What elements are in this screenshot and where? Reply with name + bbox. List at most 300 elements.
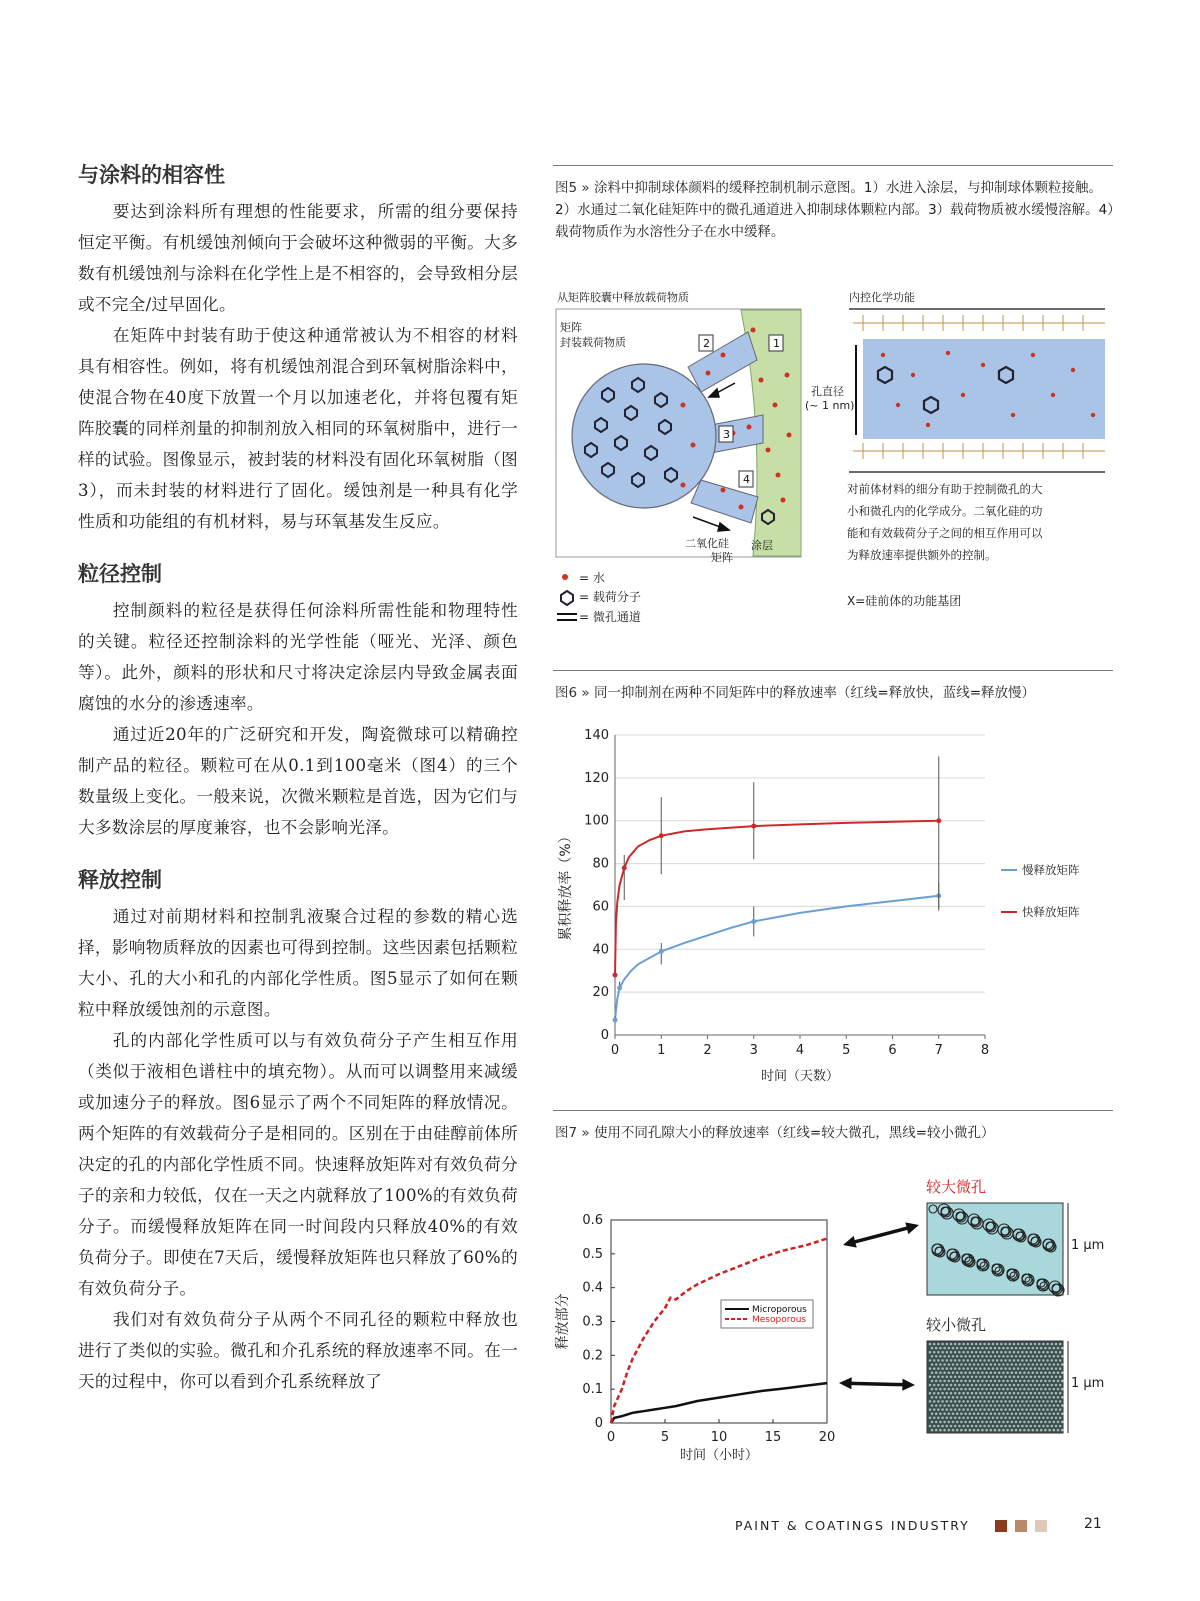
pore-dot	[990, 1388, 993, 1391]
pore-dot	[962, 1384, 965, 1387]
pore-dot	[994, 1396, 997, 1399]
pore-dot	[988, 1376, 991, 1379]
figure6-caption	[555, 682, 1115, 704]
pore-dot	[1061, 1388, 1064, 1391]
pore-dot	[1025, 1376, 1028, 1379]
pore-dot	[998, 1404, 1001, 1407]
pore-dot	[983, 1392, 986, 1395]
pore-dot	[1011, 1429, 1014, 1432]
pore-dot	[1021, 1392, 1024, 1395]
pore-dot	[979, 1417, 982, 1420]
pore-dot	[952, 1421, 955, 1424]
pore-dot	[1057, 1404, 1060, 1407]
pore-dot	[969, 1380, 972, 1383]
pore-dot	[992, 1425, 995, 1428]
pore-dot	[1000, 1376, 1003, 1379]
pore-dot	[964, 1421, 967, 1424]
pore-dot	[1053, 1404, 1056, 1407]
pore-dot	[1009, 1343, 1012, 1346]
pore-dot	[996, 1359, 999, 1362]
pore-dot	[964, 1412, 967, 1415]
pore-dot	[1044, 1347, 1047, 1350]
pore-dot	[1046, 1408, 1049, 1411]
pore-dot	[1025, 1367, 1028, 1370]
pore-dot	[1021, 1376, 1024, 1379]
pore-dot	[954, 1417, 957, 1420]
pore-dot	[967, 1425, 970, 1428]
pore-dot	[1036, 1404, 1039, 1407]
pore-dot	[1030, 1367, 1033, 1370]
pore-dot	[956, 1363, 959, 1366]
pore-dot	[994, 1388, 997, 1391]
pore-dot	[983, 1408, 986, 1411]
pore-dot	[996, 1343, 999, 1346]
pore-dot	[996, 1417, 999, 1420]
pore-dot	[935, 1404, 938, 1407]
pore-dot	[935, 1388, 938, 1391]
pore-dot	[1032, 1388, 1035, 1391]
pore-dot	[1040, 1404, 1043, 1407]
pore-dot	[983, 1343, 986, 1346]
y-tick-label: 100	[584, 813, 609, 829]
pore-dot	[998, 1412, 1001, 1415]
pore-dot	[950, 1367, 953, 1370]
pore-dot	[1038, 1408, 1041, 1411]
pore-dot	[998, 1421, 1001, 1424]
pore-dot	[1027, 1412, 1030, 1415]
pore-dot	[1055, 1400, 1058, 1403]
x-tick-label: 15	[764, 1430, 782, 1445]
pore-dot	[1004, 1343, 1007, 1346]
pore-dot	[988, 1367, 991, 1370]
pore-dot	[985, 1404, 988, 1407]
pore-dot	[954, 1359, 957, 1362]
pore-dot	[1013, 1408, 1016, 1411]
pore-dot	[943, 1363, 946, 1366]
pore-dot	[1000, 1392, 1003, 1395]
pore-dot	[1038, 1351, 1041, 1354]
pore-dot	[952, 1388, 955, 1391]
pore-dot	[931, 1388, 934, 1391]
x-tick-label: 1	[657, 1043, 666, 1058]
pore-dot	[941, 1359, 944, 1362]
legend-channel: = 微孔通道	[579, 610, 641, 624]
pore-dot	[931, 1396, 934, 1399]
pore-dot	[971, 1425, 974, 1428]
pore-dot	[960, 1388, 963, 1391]
pore-dot	[994, 1347, 997, 1350]
pore-dot	[964, 1396, 967, 1399]
figure5-label: 图5 »	[555, 180, 590, 196]
pore-dot	[1019, 1421, 1022, 1424]
pore-dot	[1057, 1355, 1060, 1358]
pore-dot	[975, 1392, 978, 1395]
pore-dot	[994, 1355, 997, 1358]
pore-dot	[1011, 1404, 1014, 1407]
x-tick-label: 0	[606, 1430, 616, 1445]
pore-dot	[941, 1417, 944, 1420]
pore-dot	[941, 1425, 944, 1428]
pore-dot	[946, 1351, 949, 1354]
pore-dot	[1011, 1363, 1014, 1366]
pore-dot	[941, 1408, 944, 1411]
pore-dot	[1015, 1380, 1018, 1383]
pore-dot	[981, 1429, 984, 1432]
pore-dot	[1019, 1347, 1022, 1350]
pore-dot	[952, 1355, 955, 1358]
pore-dot	[954, 1392, 957, 1395]
pore-dot	[1002, 1363, 1005, 1366]
y-tick-label: 120	[584, 770, 609, 786]
fig5-right-text-3: 能和有效载荷分子之间的相互作用可以	[847, 526, 1043, 540]
pore-dot	[973, 1363, 976, 1366]
pore-dot	[973, 1380, 976, 1383]
pore-dot	[933, 1351, 936, 1354]
y-tick-label: 0.1	[582, 1382, 603, 1398]
pore-dot	[973, 1396, 976, 1399]
pore-dot	[1030, 1400, 1033, 1403]
pore-dot	[1059, 1408, 1062, 1411]
pore-dot	[962, 1392, 965, 1395]
pore-dot	[1019, 1388, 1022, 1391]
pore-dot	[1034, 1408, 1037, 1411]
data-point	[751, 919, 756, 924]
pore-dot	[1013, 1367, 1016, 1370]
pore-dot	[998, 1380, 1001, 1383]
pore-dot	[1030, 1425, 1033, 1428]
pore-dot	[933, 1400, 936, 1403]
pore-dot	[1036, 1396, 1039, 1399]
pore-dot	[1046, 1343, 1049, 1346]
pore-dot	[1004, 1359, 1007, 1362]
pore-dot	[950, 1359, 953, 1362]
pore-dot	[977, 1355, 980, 1358]
pore-dot	[929, 1384, 932, 1387]
silica-label: 二氧化硅	[685, 537, 729, 550]
pore-dot	[1042, 1351, 1045, 1354]
y-tick-label: 20	[592, 985, 609, 1001]
pore-dot	[956, 1396, 959, 1399]
paragraph: 在矩阵中封装有助于使这种通常被认为不相容的材料具有相容性。例如，将有机缓蚀剂混合到环氧树脂涂料中，使混合物在40度下放置一个月以加速老化，并将包覆有矩阵胶囊的同样剂量的抑制剂放入相同的环氧树脂中，进行一样的试验。图像显示，被封装的材料没有固化环氧树脂（图3），而未封装的材料进行了固化。缓蚀剂是一种具有化学性质和功能组的有机材料，易与环氧基发生反应。	[78, 326, 518, 531]
pore-dot	[941, 1343, 944, 1346]
y-tick-label: 0.3	[582, 1314, 603, 1330]
pore-dot	[1057, 1371, 1060, 1374]
pore-dot	[960, 1404, 963, 1407]
pore-dot	[1017, 1417, 1020, 1420]
pore-dot	[952, 1347, 955, 1350]
pore-dot	[1025, 1392, 1028, 1395]
pore-dot	[979, 1392, 982, 1395]
figure5-caption-text: 涂料中抑制球体颜料的缓释控制机制示意图。1）水进入涂层，与抑制球体颗粒接触。2）水通过二氧化硅矩阵中的微孔通道进入抑制球体颗粒内部。3）载荷物质被水缓慢溶解。4）载荷物质作为水溶性分子在水中缓释。	[555, 180, 1115, 240]
pore-dot	[962, 1376, 965, 1379]
pore-dot	[1030, 1343, 1033, 1346]
pore-dot	[975, 1408, 978, 1411]
pore-dot	[929, 1400, 932, 1403]
pore-dot	[1004, 1425, 1007, 1428]
pore-dot	[929, 1351, 932, 1354]
pore-diameter-label: 孔直径	[811, 385, 844, 398]
pore-dot	[1051, 1359, 1054, 1362]
pore-dot	[981, 1363, 984, 1366]
fig5-right-text-4: 为释放速率提供额外的控制。	[847, 548, 997, 562]
pore-dot	[1027, 1355, 1030, 1358]
data-point	[659, 949, 664, 954]
pore-dot	[998, 1371, 1001, 1374]
scale-label: 1 μm	[1071, 1376, 1105, 1391]
pore-dot	[1061, 1412, 1064, 1415]
x-axis-label: 时间（天数）	[760, 1069, 840, 1084]
pore-dot	[964, 1371, 967, 1374]
pore-dot	[958, 1408, 961, 1411]
pore-dot	[1013, 1351, 1016, 1354]
pore-dot	[958, 1425, 961, 1428]
pore-dot	[1046, 1376, 1049, 1379]
pore-dot	[1002, 1421, 1005, 1424]
pore-dot	[939, 1429, 942, 1432]
pore-dot	[958, 1384, 961, 1387]
pore-dot	[981, 1412, 984, 1415]
paragraph: 通过近20年的广泛研究和开发，陶瓷微球可以精确控制产品的粒径。颗粒可在从0.1到100毫米（图4）的三个数量级上变化。一般来说，次微米颗粒是首选，因为它们与大多数涂层的厚度兼容，也不会影响光泽。	[78, 725, 518, 837]
pore-dot	[931, 1371, 934, 1374]
pore-dot	[935, 1371, 938, 1374]
pore-dot	[1046, 1351, 1049, 1354]
pore-dot	[935, 1347, 938, 1350]
pore-dot	[943, 1347, 946, 1350]
pore-dot	[1042, 1417, 1045, 1420]
pore-dot	[1046, 1384, 1049, 1387]
pore-dot	[943, 1404, 946, 1407]
pore-dot	[946, 1367, 949, 1370]
data-point	[617, 985, 622, 990]
pore-dot	[1051, 1400, 1054, 1403]
pore-dot	[967, 1408, 970, 1411]
pore-dot	[1017, 1359, 1020, 1362]
pore-dot	[960, 1421, 963, 1424]
pore-dot	[979, 1367, 982, 1370]
data-point	[613, 973, 618, 978]
pore-dot	[929, 1359, 932, 1362]
pore-dot	[1061, 1396, 1064, 1399]
pore-dot	[937, 1343, 940, 1346]
pore-dot	[1044, 1396, 1047, 1399]
pore-dot	[1011, 1347, 1014, 1350]
pore-dot	[1034, 1359, 1037, 1362]
pore-dot	[967, 1400, 970, 1403]
pore-dot	[1044, 1355, 1047, 1358]
pore-dot	[979, 1359, 982, 1362]
pore-dot	[1046, 1359, 1049, 1362]
pore-dot	[1044, 1421, 1047, 1424]
pore-dot	[1048, 1355, 1051, 1358]
pore-dot	[979, 1384, 982, 1387]
pore-dot	[948, 1421, 951, 1424]
pore-dot	[1009, 1351, 1012, 1354]
double-arrow	[851, 1383, 903, 1384]
pore-dot	[950, 1408, 953, 1411]
pore-dot	[931, 1412, 934, 1415]
pore-dot	[975, 1425, 978, 1428]
pore-dot	[954, 1351, 957, 1354]
pore-dot	[1053, 1355, 1056, 1358]
pore-dot	[1055, 1417, 1058, 1420]
x-tick-label: 10	[710, 1430, 728, 1445]
pore-dot	[935, 1412, 938, 1415]
pore-dot	[973, 1388, 976, 1391]
pore-dot	[971, 1367, 974, 1370]
pore-dot	[1004, 1392, 1007, 1395]
pore-dot	[1002, 1429, 1005, 1432]
legend-label: 慢释放矩阵	[1022, 863, 1080, 877]
pore-dot	[939, 1412, 942, 1415]
arrow-head	[902, 1379, 915, 1391]
pore-dot	[1021, 1425, 1024, 1428]
pore-dot	[977, 1404, 980, 1407]
x-tick-label: 5	[660, 1430, 670, 1445]
pore-dot	[1023, 1371, 1026, 1374]
pore-dot	[996, 1351, 999, 1354]
figure-rule	[553, 165, 1113, 166]
pore-dot	[1036, 1388, 1039, 1391]
pore-dot	[1000, 1359, 1003, 1362]
y-tick-label: 0.6	[582, 1213, 603, 1228]
pore-dot	[1055, 1343, 1058, 1346]
pore-dot	[1059, 1425, 1062, 1428]
pore-dot	[1019, 1396, 1022, 1399]
pore-dot	[1006, 1404, 1009, 1407]
pore-dot	[1000, 1400, 1003, 1403]
arrow-head	[843, 1236, 857, 1248]
pore-dot	[977, 1421, 980, 1424]
pore-dot	[1032, 1380, 1035, 1383]
pore-dot	[1061, 1421, 1064, 1424]
pore-dot	[1006, 1421, 1009, 1424]
pore-dot	[973, 1429, 976, 1432]
paragraph: 我们对有效负荷分子从两个不同孔径的颗粒中释放也进行了类似的实验。微孔和介孔系统的释放速率不同。在一天的过程中，你可以看到介孔系统释放了	[78, 1310, 518, 1391]
pore-dot	[988, 1425, 991, 1428]
silica-wall-top	[853, 315, 1105, 331]
pore-dot	[994, 1421, 997, 1424]
pore-dot	[1048, 1380, 1051, 1383]
pore-dot	[1034, 1417, 1037, 1420]
pore-dot	[948, 1404, 951, 1407]
pore-dot	[937, 1425, 940, 1428]
figure6-label: 图6 »	[555, 685, 590, 701]
pore-dot	[1006, 1412, 1009, 1415]
pore-dot	[1038, 1400, 1041, 1403]
pore-dot	[1059, 1343, 1062, 1346]
pore-dot	[950, 1384, 953, 1387]
pore-dot	[962, 1408, 965, 1411]
pore-dot	[950, 1376, 953, 1379]
silica-wall-bottom	[853, 443, 1105, 459]
pore-dot	[981, 1388, 984, 1391]
pore-dot	[1030, 1384, 1033, 1387]
pore-dot	[994, 1380, 997, 1383]
pore-dot	[969, 1363, 972, 1366]
pore-dot	[956, 1412, 959, 1415]
pore-dot	[1023, 1380, 1026, 1383]
pore-dot	[1025, 1384, 1028, 1387]
pore-dot	[1036, 1355, 1039, 1358]
pore-dot	[1004, 1408, 1007, 1411]
pore-dot	[952, 1404, 955, 1407]
x-tick-label: 5	[842, 1043, 851, 1058]
pore-dot	[981, 1371, 984, 1374]
pore-dot	[1009, 1425, 1012, 1428]
pore-dot	[960, 1380, 963, 1383]
pore-dot	[971, 1376, 974, 1379]
pore-dot	[1036, 1412, 1039, 1415]
y-tick-label: 0	[594, 1416, 603, 1431]
pore-dot	[1055, 1425, 1058, 1428]
x-tick-label: 6	[888, 1043, 897, 1058]
pore-dot	[1009, 1384, 1012, 1387]
pore-dot	[1040, 1347, 1043, 1350]
pore-dot	[931, 1347, 934, 1350]
pore-dot	[1051, 1425, 1054, 1428]
pore-dot	[996, 1425, 999, 1428]
pore-dot	[937, 1376, 940, 1379]
pore-dot	[1051, 1367, 1054, 1370]
pore-dot	[1004, 1384, 1007, 1387]
pore-dot	[1051, 1408, 1054, 1411]
footer-square	[1035, 1520, 1047, 1532]
pore-dot	[983, 1376, 986, 1379]
legend-label: 快释放矩阵	[1022, 905, 1080, 919]
pore-dot	[992, 1376, 995, 1379]
pore-dot	[960, 1412, 963, 1415]
series-line	[611, 1239, 827, 1423]
pore-dot	[1027, 1396, 1030, 1399]
pore-dot	[933, 1417, 936, 1420]
pore-dot	[1017, 1425, 1020, 1428]
pore-dot	[958, 1400, 961, 1403]
pore-dot	[1034, 1392, 1037, 1395]
pore-dot	[1009, 1367, 1012, 1370]
pore-dot	[1046, 1367, 1049, 1370]
pore-dot	[1004, 1376, 1007, 1379]
pore-dot	[929, 1376, 932, 1379]
payload-label: 封装载荷物质	[560, 336, 626, 349]
y-tick-label: 140	[584, 728, 609, 743]
figure-rule	[553, 1110, 1113, 1111]
pore-dot	[1006, 1371, 1009, 1374]
pore-dot	[1042, 1425, 1045, 1428]
pore-dot	[952, 1371, 955, 1374]
pore-dot	[990, 1421, 993, 1424]
pore-dot	[992, 1367, 995, 1370]
pore-dot	[1042, 1408, 1045, 1411]
pore-dot	[1002, 1388, 1005, 1391]
pore-dot	[1019, 1404, 1022, 1407]
pore-dot	[962, 1367, 965, 1370]
pore-dot	[950, 1343, 953, 1346]
pore-dot	[935, 1396, 938, 1399]
pore-dot	[1032, 1347, 1035, 1350]
pore-dot	[969, 1404, 972, 1407]
pore-dot	[996, 1400, 999, 1403]
pore-dot	[1038, 1343, 1041, 1346]
pore-dot	[1000, 1417, 1003, 1420]
pore-dot	[937, 1392, 940, 1395]
pore-dot	[1006, 1355, 1009, 1358]
pore-dot	[975, 1384, 978, 1387]
figure7-caption-text: 使用不同孔隙大小的释放速率（红线=较大微孔，黑线=较小微孔）	[593, 1125, 995, 1141]
pore-dot	[994, 1363, 997, 1366]
pore-dot	[956, 1380, 959, 1383]
pore-dot	[956, 1347, 959, 1350]
pore-dot	[1044, 1363, 1047, 1366]
